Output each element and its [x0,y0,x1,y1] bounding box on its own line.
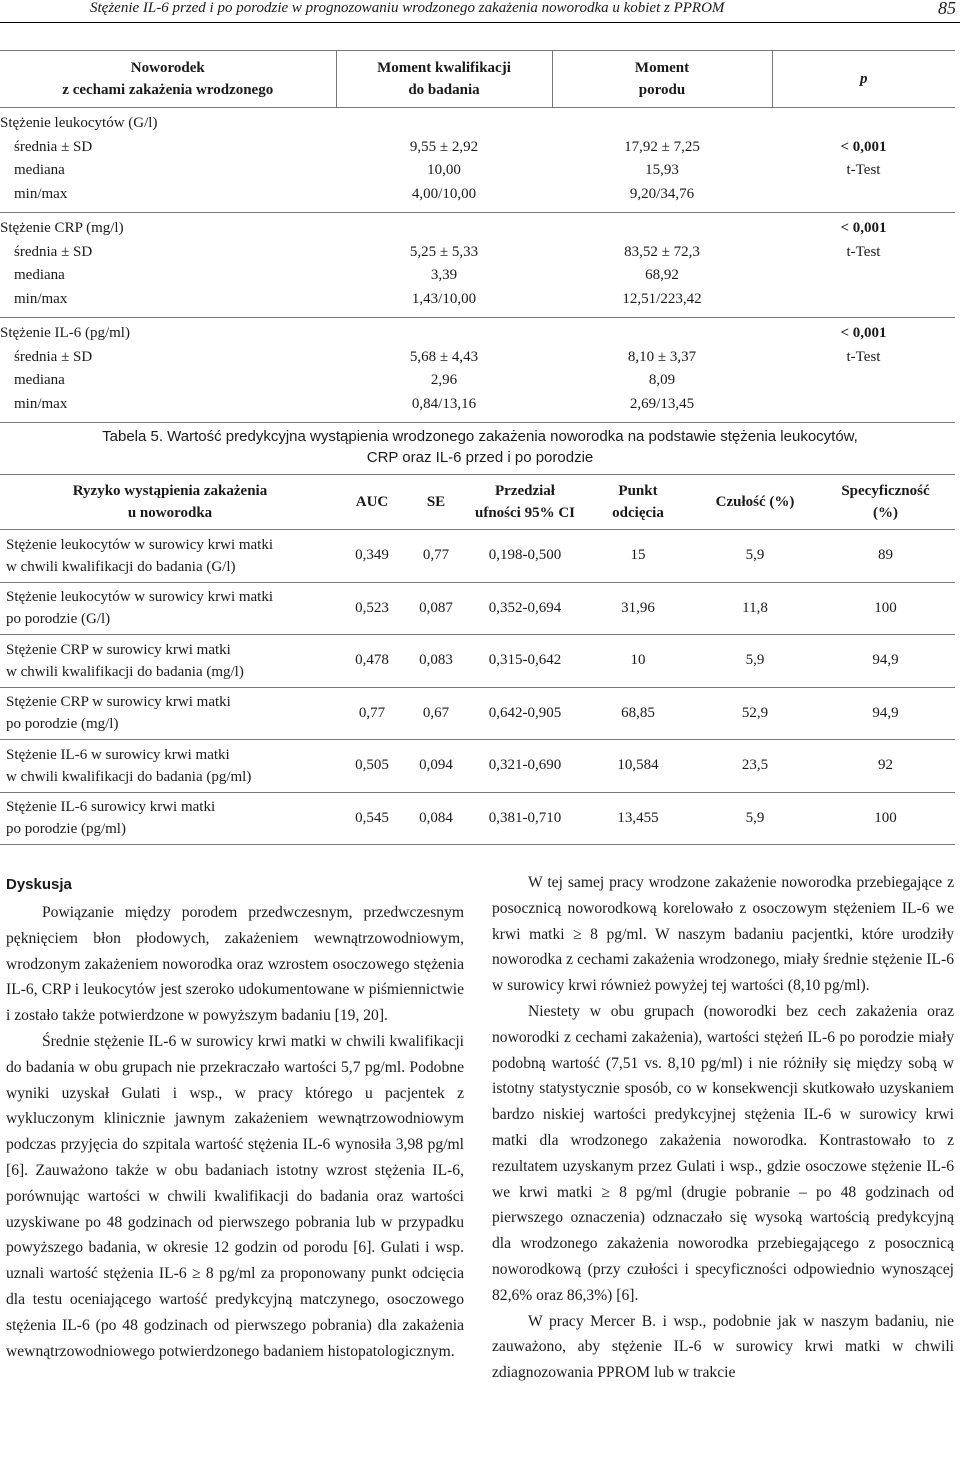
paragraph: Niestety w obu grupach (noworodki bez cech zakażenia oraz noworodki z cechami zakażenia), wartości stężeń IL-6 po porodzie miały podobną wartość (7,51 vs. 8,10 pg/ml) i nie różniły się między sobą w istotny statystycznie sposób, co w konsekwencji skutkowało uzyskaniem bardzo niskiej wartości predykcyjnej stężenia IL-6 w surowicy krwi matki dla wrodzonego zakażenia noworodka. Kontrastowało to z rezultatem uzyskanym przez Gulati i wsp., gdzie osoczowe stężenie IL-6 we krwi matki ≥ 8 pg/ml (drugie pobranie – po 48 godzinach od pierwszego oznaczenia) odznaczało się wysoką wartością predykcyjną dla wrodzonego zakażenia noworodka przebiegającego z posocznicą noworodkową (przy czułości i specyficzności odpowiednio wynoszącej 82,6% oraz 86,3%) [6]. [492,1002,954,1304]
cell-value: 8,09 [648,372,676,388]
cell-se: 0,084 [404,792,468,845]
table1-group-leukocytes [0,108,955,213]
cell-sensitivity: 52,9 [694,687,816,740]
cell-value: 10,00 [427,162,461,178]
cell-cutoff: 68,85 [582,687,694,740]
test-name: t-Test [846,348,881,365]
cell-se: 0,67 [404,687,468,740]
cell-value: 4,00/10,00 [411,185,477,202]
cell-specificity: 92 [816,740,955,793]
cell-sensitivity: 5,9 [694,530,816,583]
table2-header-row [0,475,955,530]
header-specificity: Specyficzność (%) [816,475,955,530]
paragraph: Powiązanie między porodem przedwczesnym, przedwczesnym pęknięciem błon płodowych, zakażeniem wewnątrzowodniowym, wrodzonym zakażeniem noworodka oraz wzrostem osoczowego stężenia IL-6, CRP i leukocytów jest szeroko udokumentowane w piśmiennictwie i zostało także potwierdzone w powyższym badaniu [19, 20]. [6,904,464,1025]
running-title: Stężenie IL-6 przed i po porodzie w prognozowaniu wrodzonego zakażenia noworodka u kobiet z PPROM [90,0,725,16]
cell-value: 5,25 ± 5,33 [409,243,479,260]
cell-ci: 0,198-0,500 [468,530,582,583]
cell-value: 1,43/10,00 [411,290,477,307]
cell-sensitivity: 5,9 [694,635,816,688]
section-heading: Dyskusja [6,876,72,893]
table-predictive-value [0,474,955,845]
table1-group-crp [0,213,955,318]
cell-cutoff: 15 [582,530,694,583]
cell-cutoff: 13,455 [582,792,694,845]
cell-cutoff: 31,96 [582,582,694,635]
text-column-left [6,870,464,1364]
row-label: Stężenie leukocytów w surowicy krwi matki w chwili kwalifikacji do badania (G/l) [0,530,340,583]
table-row [0,530,955,583]
cell-auc: 0,523 [340,582,404,635]
table1-header-newborn: Noworodek z cechami zakażenia wrodzonego [0,51,336,108]
cell-sensitivity: 5,9 [694,792,816,845]
paragraph: W tej samej pracy wrodzone zakażenie noworodka przebiegające z posocznicą noworodkową korelowało z osoczowym stężeniem IL-6 we krwi matki ≥ 8 pg/ml. W naszym badaniu pacjentki, które urodziły noworodka z cechami zakażenia wrodzonego, miały średnie stężenie IL-6 w surowicy krwi również powyżej tej wartości (8,10 pg/ml). [492,874,954,995]
test-name: t-Test [846,243,881,260]
cell-ci: 0,321-0,690 [468,740,582,793]
table-row [0,635,955,688]
header-risk: Ryzyko wystąpienia zakażenia u noworodka [0,475,340,530]
table1-header-row [0,51,955,108]
cell-value: 5,68 ± 4,43 [409,348,479,365]
caption-line: Tabela 5. Wartość predykcyjna wystąpienia wrodzonego zakażenia noworodka na podstawie stężenia leukocytów, [102,428,858,445]
table-row [0,687,955,740]
cell-se: 0,087 [404,582,468,635]
cell-auc: 0,478 [340,635,404,688]
table1-header-p: p [772,51,955,108]
row-label: średnia ± SD [14,348,93,365]
cell-value: 83,52 ± 72,3 [624,243,700,260]
row-label: min/max [14,185,68,202]
cell-value: 2,96 [430,372,458,388]
header-se: SE [404,475,468,530]
cell-ci: 0,352-0,694 [468,582,582,635]
row-label: mediana [14,162,65,178]
cell-value: 2,69/13,45 [629,395,695,412]
cell-specificity: 94,9 [816,687,955,740]
cell-se: 0,094 [404,740,468,793]
table1-header-birth: Moment porodu [552,51,772,108]
page-number: 85 [938,0,956,18]
text-column-right [492,870,954,1386]
row-label: Stężenie CRP w surowicy krwi matki w chwili kwalifikacji do badania (mg/l) [0,635,340,688]
group-title: Stężenie CRP (mg/l) [0,220,124,236]
cell-value: 17,92 ± 7,25 [624,138,700,155]
header-cutoff: Punkt odcięcia [582,475,694,530]
p-value: < 0,001 [840,325,887,341]
cell-specificity: 100 [816,792,955,845]
cell-ci: 0,642-0,905 [468,687,582,740]
cell-auc: 0,77 [340,687,404,740]
paragraph: W pracy Mercer B. i wsp., podobnie jak w naszym badaniu, nie zauważono, aby stężenie IL-6 w surowicy krwi matki w chwili zdiagnozowania PPROM lub w trakcie [492,1312,954,1382]
caption-line: CRP oraz IL-6 przed i po porodzie [366,449,594,466]
cell-value: 68,92 [645,267,679,283]
cell-cutoff: 10 [582,635,694,688]
row-label: mediana [14,372,65,388]
cell-cutoff: 10,584 [582,740,694,793]
table-row [0,740,955,793]
row-label: średnia ± SD [14,243,93,260]
p-value: < 0,001 [840,220,887,236]
group-title: Stężenie IL-6 (pg/ml) [0,325,130,341]
row-label: min/max [14,290,68,307]
running-header [0,0,960,23]
table1-header-qualification: Moment kwalifikacji do badania [336,51,552,108]
cell-value: 8,10 ± 3,37 [627,348,697,365]
p-value: < 0,001 [840,138,887,155]
table1-group-il6 [0,318,955,423]
row-label: Stężenie CRP w surowicy krwi matki po porodzie (mg/l) [0,687,340,740]
header-sensitivity: Czułość (%) [694,475,816,530]
header-auc: AUC [340,475,404,530]
table-row [0,792,955,845]
cell-value: 15,93 [645,162,679,178]
cell-sensitivity: 11,8 [694,582,816,635]
cell-specificity: 94,9 [816,635,955,688]
row-label: Stężenie IL-6 surowicy krwi matki po porodzie (pg/ml) [0,792,340,845]
table-row [0,582,955,635]
cell-auc: 0,545 [340,792,404,845]
cell-value: 12,51/223,42 [622,290,702,307]
cell-specificity: 100 [816,582,955,635]
header-ci: Przedział ufności 95% CI [468,475,582,530]
paragraph: Średnie stężenie IL-6 w surowicy krwi matki w chwili kwalifikacji do badania w obu grupach nie przekraczało wartości 5,7 pg/ml. Podobne wyniki uzyskał Gulati i wsp., w pracy którego u pacjentek z wykluczonym klinicznie jawnym zakażeniem wewnątrzowodniowym podczas przyjęcia do szpitala wartość stężenia IL-6 wynosiła 3,98 pg/ml [6]. Zauważono także w obu badaniach istotny wzrost stężenia IL-6, porównując wartości w chwili kwalifikacji do badania oraz wartości uzyskiwane po 48 godzinach od pierwszego pobrania lub w przypadku powyższego badania, w okresie 12 godzin od porodu [6]. Gulati i wsp. uznali wartość stężenia IL-6 ≥ 8 pg/ml za proponowany punkt odcięcia dla testu oceniającego wartość predykcyjną matczynego, osoczowego stężenia IL-6 (po 48 godzinach od pierwszego pobrania) dla zakażenia wewnątrzowodniowego potwierdzonego badaniem histopatologicznym. [6,1032,464,1360]
row-label: min/max [14,395,68,412]
group-title: Stężenie leukocytów (G/l) [0,115,158,131]
cell-auc: 0,505 [340,740,404,793]
cell-ci: 0,315-0,642 [468,635,582,688]
cell-value: 3,39 [430,267,458,283]
cell-specificity: 89 [816,530,955,583]
cell-se: 0,77 [404,530,468,583]
cell-sensitivity: 23,5 [694,740,816,793]
cell-value: 0,84/13,16 [411,395,477,412]
cell-se: 0,083 [404,635,468,688]
cell-ci: 0,381-0,710 [468,792,582,845]
cell-auc: 0,349 [340,530,404,583]
row-label: średnia ± SD [14,138,93,155]
row-label: Stężenie IL-6 w surowicy krwi matki w chwili kwalifikacji do badania (pg/ml) [0,740,340,793]
test-name: t-Test [846,162,881,178]
table-caption [0,426,960,468]
row-label: Stężenie leukocytów w surowicy krwi matki po porodzie (G/l) [0,582,340,635]
cell-value: 9,55 ± 2,92 [409,138,479,155]
row-label: mediana [14,267,65,283]
table-statistics [0,50,955,423]
cell-value: 9,20/34,76 [629,185,695,202]
